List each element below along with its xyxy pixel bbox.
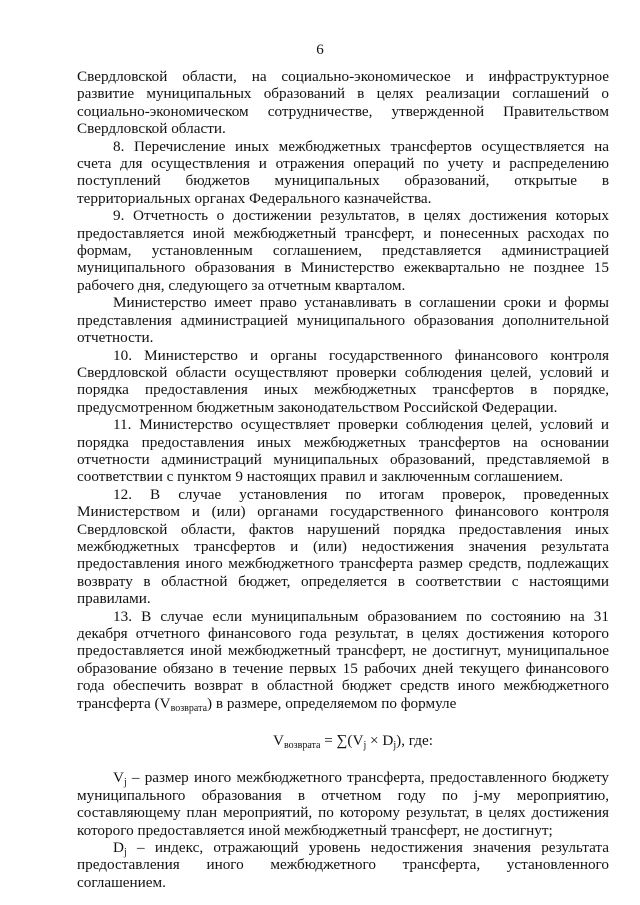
formula-lhs-subscript: возврата (284, 740, 321, 752)
definition-d-subscript: j (123, 847, 127, 859)
paragraph-13 (77, 608, 609, 712)
paragraph-10: 10. Министерство и органы государственного финансового контроля Свердловской области осуществляют проверки соблюдения целей, условий и порядка предоставления иных межбюджетных трансфертов в порядке, предусмотренном бюджетным законодательством Российской Федерации. (77, 346, 609, 416)
formula-sum: = ∑(V (320, 732, 364, 750)
definition-v-subscript: j (123, 777, 127, 789)
page-number: 6 (316, 42, 324, 58)
refund-formula (77, 732, 609, 752)
definition-d-symbol: D (113, 839, 124, 857)
definition-v-symbol: V (113, 769, 124, 787)
definition-d (77, 839, 609, 891)
formula-lhs: V (273, 732, 284, 750)
paragraph-13-tail: ) в размере, определяемом по формуле (207, 694, 457, 712)
formula-subscript-j: j (363, 740, 367, 752)
definition-d-text: – индекс, отражающий уровень недостижения значения результата предоставления иного межбюджетного трансферта, установленного соглашением. (77, 839, 609, 891)
paragraph-continuation: Свердловской области, на социально-экономическое и инфраструктурное развитие муниципальных образований в целях реализации соглашений о социально-экономическом сотрудничестве, утвержденной Правительством Свердловской области. (77, 68, 609, 138)
paragraph-13-text: 13. В случае если муниципальным образованием по состоянию на 31 декабря отчетного финансового года результат, в целях достижения которого предоставляется иной межбюджетный трансферт, не достигнут, муниципальное образование обязано в течение первых 15 рабочих дней текущего финансового года обеспечить возврат в областной бюджет средств иного межбюджетного трансферта (V (77, 607, 609, 712)
formula-end: ), где: (396, 732, 433, 750)
formula-subscript-j2: j (393, 740, 397, 752)
paragraph-8: 8. Перечисление иных межбюджетных трансфертов осуществляется на счета для осуществления и отражения операций по учету и распределению поступлений бюджетов муниципальных образований, открытые в территориальных органах Федерального казначейства. (77, 137, 609, 207)
paragraph-9-note: Министерство имеет право устанавливать в соглашении сроки и формы представления администрацией муниципального образования дополнительной отчетности. (77, 294, 609, 347)
definition-v-text: – размер иного межбюджетного трансферта, предоставленного бюджету муниципального образования в отчетном году по j-му мероприятию, составляющему план мероприятий, по которому результат, в целях достижения которого предоставляется иной межбюджетный трансферт, не достигнут; (77, 769, 609, 839)
paragraph-12: 12. В случае установления по итогам проверок, проведенных Министерством и (или) органами государственного финансового контроля Свердловской области, фактов нарушений порядка предоставления иных межбюджетных трансфертов и (или) недостижения значения результата предоставления иного межбюджетного трансферта размер средств, подлежащих возврату в областной бюджет, определяется в соответствии с настоящими правилами. (77, 485, 609, 608)
formula-times: × D (366, 732, 394, 750)
paragraph-13-subscript: возврата (170, 702, 208, 714)
definition-v (77, 769, 609, 839)
document-body (77, 68, 609, 891)
paragraph-9: 9. Отчетность о достижении результатов, в целях достижения которых предоставляется иной межбюджетный трансферт, и понесенных расходах по формам, установленным соглашением, представляется администрацией муниципального образования в Министерство ежеквартально не позднее 15 рабочего дня, следующего за отчетным кварталом. (77, 207, 609, 294)
paragraph-11: 11. Министерство осуществляет проверки соблюдения целей, условий и порядка предоставления иных межбюджетных трансфертов на основании отчетности администраций муниципальных образований, представляемой в соответствии с пунктом 9 настоящих правил и заключенным соглашением. (77, 416, 609, 486)
